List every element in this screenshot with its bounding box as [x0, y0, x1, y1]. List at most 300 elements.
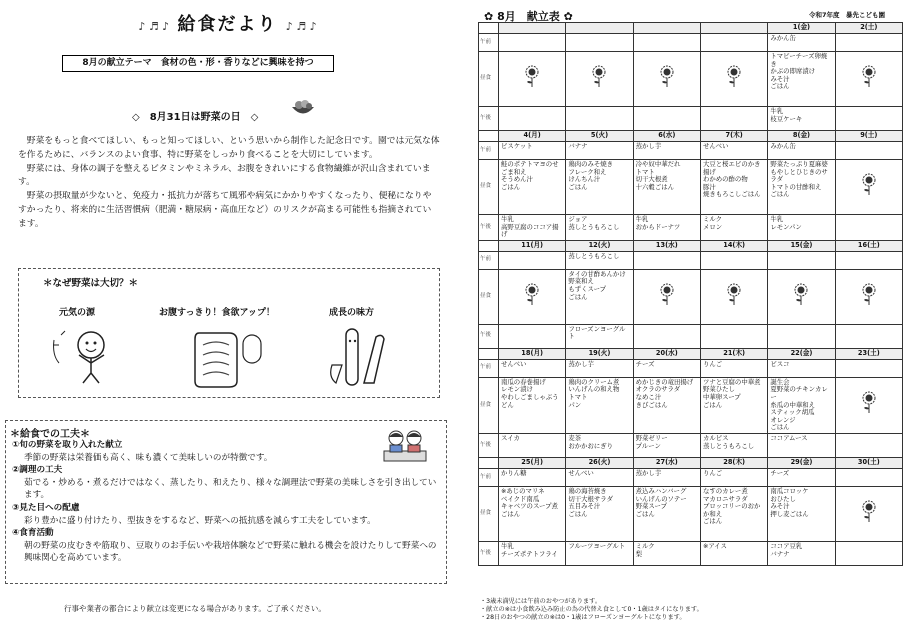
menu-item: なすのカレー煮: [702, 486, 748, 495]
menu-item: フルーツヨーグルト: [568, 541, 626, 550]
snack-cell: [499, 359, 566, 377]
snack-cell: [499, 34, 566, 52]
menu-item: いんげんの和え物: [568, 385, 620, 394]
snack-cell: [700, 359, 767, 377]
date-cell: 15(金): [768, 240, 835, 251]
menu-note: ・28日のおやつの献立の※は0・1歳はフローズンヨーグルトになります。: [480, 614, 686, 622]
menu-item: おからドーナツ: [635, 222, 681, 231]
date-cell: 23(土): [835, 348, 902, 359]
menu-item: ミルク: [635, 541, 655, 550]
date-cell: [700, 23, 767, 34]
idea-heading: ④食育活動: [12, 528, 54, 539]
lunch-cell: [768, 377, 835, 433]
menu-item: チーズポテトフライ: [501, 549, 558, 558]
meal-label: 午前: [479, 142, 499, 160]
menu-item: ジョア: [568, 215, 588, 223]
lunch-cell: [835, 160, 902, 215]
snack-cell: [700, 324, 767, 348]
menu-item: 鶏肉のみそ焼き: [568, 160, 614, 168]
date-cell: 8(金): [768, 131, 835, 142]
lunch-cell: [700, 377, 767, 433]
date-header-row: [479, 131, 903, 142]
lunch-cell: [633, 52, 700, 107]
date-cell: 1(金): [768, 23, 835, 34]
menu-item: 豚汁: [702, 182, 716, 191]
meal-row-am: [479, 251, 903, 269]
why-item-digestion: お腹すっきり！食欲アップ！: [159, 308, 275, 318]
meal-row-lu: [479, 52, 903, 107]
newsletter-title: 給食だより: [177, 14, 278, 35]
menu-item: なめこ汁: [635, 392, 662, 401]
menu-item: ココア豆乳: [770, 541, 803, 550]
meal-row-am: [479, 142, 903, 160]
lunch-cell: [700, 269, 767, 324]
menu-item: 鶏肉のクリーム煮: [568, 377, 620, 386]
menu-item: やわしごましゃぶうどん: [501, 392, 559, 409]
sunflower-icon: [727, 283, 741, 305]
menu-item: いんげんのソテー: [635, 494, 687, 503]
snack-cell: [499, 107, 566, 131]
date-cell: [499, 23, 566, 34]
meal-label: 午後: [479, 107, 499, 131]
snack-cell: [499, 142, 566, 160]
menu-item: ツナと豆腐の中華煮: [702, 377, 761, 386]
snack-cell: [700, 142, 767, 160]
snack-cell: [835, 34, 902, 52]
sunflower-icon: [660, 65, 674, 87]
date-cell: 30(土): [835, 457, 902, 468]
header-deco-right: ♪ ♬ ♪: [285, 20, 317, 33]
menu-item: スティック胡瓜: [770, 408, 815, 417]
menu-table: [478, 22, 903, 566]
date-cell: 27(水): [633, 457, 700, 468]
idea-heading: ②調理の工夫: [12, 465, 63, 476]
idea-detail: 茹でる・炒める・煮るだけではなく、蒸したり、和えたり、様々な調理法で野菜の美味しさを引き出しています。: [24, 477, 437, 501]
snack-cell: [499, 251, 566, 269]
menu-item: カルピス: [702, 433, 729, 442]
menu-item: かりん糖: [501, 468, 527, 477]
why-item-growth: 成長の味方: [329, 308, 375, 318]
menu-item: 誕生会: [770, 377, 790, 386]
menu-item: 切干大根煮: [635, 175, 668, 184]
snack-cell: [566, 34, 633, 52]
snack-cell: [835, 468, 902, 486]
menu-item: ごはん: [568, 292, 588, 301]
menu-item: みかん缶: [770, 34, 796, 42]
date-cell: 28(木): [700, 457, 767, 468]
menu-item: ビスケット: [501, 142, 533, 150]
menu-item: きびごはん: [635, 400, 668, 409]
snack-cell: [768, 215, 835, 241]
menu-subtitle: 令和7年度 暴先こども園: [808, 11, 885, 19]
sunflower-icon: [862, 283, 876, 305]
sunflower-icon: [794, 283, 808, 305]
menu-item: 南瓜コロッケ: [770, 486, 809, 495]
idea-heading: ①旬の野菜を取り入れた献立: [12, 440, 123, 450]
date-cell: 2(土): [835, 23, 902, 34]
menu-item: 牛乳: [770, 107, 784, 115]
menu-item: 蒸かし芋: [635, 142, 662, 150]
date-cell: 7(木): [700, 131, 767, 142]
menu-item: レモン漬け: [501, 385, 533, 394]
menu-item: ごはん: [770, 423, 790, 432]
snack-cell: [633, 324, 700, 348]
lunch-cell: [768, 160, 835, 215]
menu-note: ・献立の※は小食飲み込み防止の為の代替え食として0・1歳はタイになります。: [480, 606, 703, 614]
menu-item: りんご: [702, 359, 723, 368]
menu-item: レモンパン: [770, 222, 802, 231]
snack-cell: [566, 468, 633, 486]
menu-item: チーズ: [635, 359, 655, 368]
snack-cell: [835, 541, 902, 565]
meal-row-pm: [479, 324, 903, 348]
lunch-cell: [499, 377, 566, 433]
menu-item: トマピーチーズ卵焼き: [770, 52, 828, 68]
date-cell: 19(火): [566, 348, 633, 359]
snack-cell: [633, 107, 700, 131]
date-cell: 22(金): [768, 348, 835, 359]
lunch-cell: [835, 486, 902, 541]
date-cell: [633, 23, 700, 34]
date-cell: 6(水): [633, 131, 700, 142]
why-item-energy: 元気の源: [59, 308, 96, 318]
menu-item: 枝豆ケーキ: [770, 114, 803, 123]
date-cell: 29(金): [768, 457, 835, 468]
menu-item: ※あじのマリネ: [501, 486, 545, 495]
date-cell: 25(月): [499, 457, 566, 468]
date-cell: 20(水): [633, 348, 700, 359]
menu-item: ビスコ: [770, 359, 790, 368]
menu-item: 高野豆腐のココア揚げ: [501, 222, 559, 239]
snack-cell: [566, 251, 633, 269]
meal-label: 昼食: [479, 486, 499, 541]
snack-cell: [768, 433, 835, 457]
snack-cell: [566, 215, 633, 241]
menu-item: ごはん: [568, 182, 588, 191]
salad-bowl-icon: [290, 98, 316, 118]
menu-page: [470, 0, 903, 627]
menu-item: ごま和え: [501, 167, 527, 176]
snack-cell: [499, 468, 566, 486]
date-cell: 16(土): [835, 240, 902, 251]
menu-item: 中華卵スープ: [702, 392, 741, 401]
lunch-cell: [499, 269, 566, 324]
date-cell: [566, 23, 633, 34]
meal-label: 昼食: [479, 52, 499, 107]
snack-cell: [768, 359, 835, 377]
menu-item: 押し麦ごはん: [770, 509, 809, 518]
growing-vegetables-icon: [324, 325, 404, 389]
menu-item: バナナ: [770, 549, 790, 558]
snack-cell: [835, 433, 902, 457]
menu-item: マカロニサラダ: [702, 494, 748, 503]
lunch-cell: [768, 52, 835, 107]
lunch-cell: [566, 377, 633, 433]
menu-note: ・3歳未満児には午前のおやつがあります。: [480, 598, 602, 605]
menu-item: 蒸しとうもろこし: [568, 222, 620, 231]
menu-item: 冷や奴中華だれ: [635, 160, 681, 168]
snack-cell: [835, 142, 902, 160]
lunch-cell: [633, 377, 700, 433]
meal-label: 昼食: [479, 269, 499, 324]
menu-item: スイカ: [501, 433, 520, 442]
menu-item: みそ汁: [770, 502, 790, 511]
menu-item: ごはん: [635, 509, 655, 518]
lunch-cell: [835, 269, 902, 324]
meal-label: [479, 240, 499, 251]
snack-cell: [633, 215, 700, 241]
meal-label: 午前: [479, 34, 499, 52]
lunch-cell: [499, 160, 566, 215]
menu-item: せんべい: [501, 359, 527, 368]
lunch-cell: [566, 486, 633, 541]
menu-item: 焼きもろこしごはん: [702, 190, 761, 199]
menu-item: オクラのサラダ: [635, 385, 681, 394]
snack-cell: [768, 107, 835, 131]
menu-item: 南瓜の春巻揚げ: [501, 377, 546, 386]
menu-item: わかめの酢の物: [702, 175, 748, 184]
sunflower-icon: [862, 65, 876, 87]
lunch-cell: [700, 160, 767, 215]
menu-item: 麦茶: [568, 433, 582, 442]
meal-label: [479, 348, 499, 359]
snack-cell: [499, 433, 566, 457]
menu-item: せんべい: [568, 468, 594, 477]
meal-row-am: [479, 468, 903, 486]
date-cell: 13(水): [633, 240, 700, 251]
menu-item: ごはん: [702, 517, 723, 526]
menu-item: ごはん: [568, 509, 588, 518]
intro-text: [18, 135, 440, 232]
snack-cell: [768, 34, 835, 52]
snack-cell: [499, 215, 566, 241]
sunflower-icon: [862, 173, 876, 195]
snack-cell: [700, 215, 767, 241]
menu-item: 十六穀ごはん: [635, 182, 674, 191]
meal-label: 昼食: [479, 160, 499, 215]
school-lunch-ideas-title: ＊給食での工夫＊: [10, 429, 90, 440]
meal-row-pm: [479, 215, 903, 241]
date-cell: 11(月): [499, 240, 566, 251]
snack-cell: [700, 468, 767, 486]
meal-row-pm: [479, 433, 903, 457]
lunch-cell: [499, 486, 566, 541]
sunflower-icon: [592, 65, 606, 87]
snack-cell: [633, 433, 700, 457]
menu-item: トマト: [635, 167, 655, 176]
why-vegetables-title: ＊なぜ野菜は大切？＊: [43, 278, 139, 289]
snack-cell: [768, 142, 835, 160]
date-header-row: [479, 457, 903, 468]
meal-label: 午後: [479, 215, 499, 241]
menu-item: もずくスープ: [568, 284, 607, 293]
monthly-theme: 8月の献立テーマ 食材の色・形・香りなどに興味を持つ: [62, 55, 334, 72]
idea-detail: 朝の野菜の皮むきや筋取り、豆取りのお手伝いや栽培体験などで野菜に触れる機会を設けたりして野菜への興味関心を高めています。: [24, 540, 437, 564]
menu-item: かぶの即席漬け: [770, 67, 816, 76]
menu-item: 蒸しとうもろこし: [702, 441, 755, 450]
lunch-cell: [633, 269, 700, 324]
menu-item: ミルク: [702, 215, 723, 223]
menu-item: もやしとひじきのサラダ: [770, 167, 828, 184]
menu-item: 野菜ゼリー: [635, 433, 668, 442]
snack-cell: [633, 142, 700, 160]
menu-item: オレンジ: [770, 415, 796, 424]
menu-item: おひたし: [770, 494, 796, 503]
lunch-cell: [835, 377, 902, 433]
date-cell: 14(木): [700, 240, 767, 251]
snack-cell: [566, 324, 633, 348]
meal-label: 昼食: [479, 377, 499, 433]
menu-item: 野菜たっぷり夏麻婆: [770, 160, 828, 168]
menu-item: フローズンヨーグルト: [568, 324, 626, 341]
snack-cell: [835, 107, 902, 131]
snack-cell: [633, 541, 700, 565]
date-cell: 21(木): [700, 348, 767, 359]
menu-item: バナナ: [568, 142, 588, 150]
snack-cell: [700, 541, 767, 565]
sunflower-icon: [727, 65, 741, 87]
menu-item: トマト: [568, 392, 588, 401]
menu-item: タイの甘酢あんかけ: [568, 269, 626, 278]
lunch-cell: [835, 52, 902, 107]
intro-paragraph: 野菜をもっと食べてほしい、もっと知ってほしい、という思いから制作した記念日です。園では元気な体を作るために、バランスのよい食事、特に野菜をしっかり食べることを大切にしています。: [18, 136, 440, 160]
menu-item: メロン: [702, 222, 723, 231]
meal-label: [479, 131, 499, 142]
snack-cell: [499, 541, 566, 565]
sunflower-icon: [525, 283, 539, 305]
menu-item: 野菜和え: [568, 277, 594, 286]
menu-item: プルーン: [635, 441, 661, 450]
idea-heading: ③見た目への配慮: [12, 502, 80, 513]
menu-item: 大豆と桜エビのかき揚げ: [702, 160, 761, 176]
meal-row-lu: [479, 269, 903, 324]
lunch-cell: [700, 486, 767, 541]
lunch-cell: [768, 269, 835, 324]
menu-item: 夏野菜のチキンカレー: [770, 385, 828, 401]
date-cell: 5(火): [566, 131, 633, 142]
snack-cell: [566, 359, 633, 377]
date-header-row: [479, 348, 903, 359]
date-cell: 12(火): [566, 240, 633, 251]
meal-label: 午前: [479, 251, 499, 269]
menu-item: 鶏の海苔焼き: [568, 486, 607, 495]
snack-cell: [835, 251, 902, 269]
menu-item: 牛乳: [501, 215, 514, 223]
intro-paragraph: 野菜には、身体の調子を整えるビタミンやミネラル、お腹をきれいにする食物繊維が沢山含まれています。: [18, 163, 431, 188]
lunch-cell: [566, 269, 633, 324]
menu-item: ココアムース: [770, 433, 808, 442]
lunch-cell: [700, 52, 767, 107]
menu-item: トマトの甘酢和え: [770, 182, 822, 191]
meal-row-lu: [479, 486, 903, 541]
sunflower-icon: [660, 283, 674, 305]
date-header-row: [479, 240, 903, 251]
lunch-cell: [633, 486, 700, 541]
lunch-cell: [499, 52, 566, 107]
menu-item: ごはん: [770, 82, 790, 91]
snack-cell: [700, 433, 767, 457]
menu-item: ごはん: [501, 182, 521, 191]
menu-item: ごはん: [702, 400, 723, 409]
menu-item: みかん缶: [770, 142, 796, 150]
meal-label: 午後: [479, 433, 499, 457]
meal-label: 午後: [479, 324, 499, 348]
snack-cell: [700, 107, 767, 131]
snack-cell: [768, 324, 835, 348]
menu-item: ごはん: [770, 190, 790, 199]
sunflower-icon: [862, 391, 876, 413]
menu-notes: [480, 598, 703, 623]
menu-item: 五目みそ汁: [568, 502, 601, 511]
menu-item: 切干大根サラダ: [568, 494, 613, 503]
snack-cell: [835, 359, 902, 377]
date-cell: 4(月): [499, 131, 566, 142]
snack-cell: [700, 34, 767, 52]
meal-row-am: [479, 34, 903, 52]
menu-title-text: 8月 献立表: [497, 10, 560, 23]
menu-item: 煮込みハンバーグ: [635, 486, 687, 495]
sunflower-icon: [862, 500, 876, 522]
vegetable-day-heading: ◇ 8月31日は野菜の日 ◇: [132, 112, 259, 123]
menu-item: 牛乳: [770, 215, 784, 223]
snack-cell: [633, 251, 700, 269]
meal-row-pm: [479, 107, 903, 131]
menu-item: 糸瓜の中華和え: [770, 400, 816, 409]
snack-cell: [768, 541, 835, 565]
date-cell: 9(土): [835, 131, 902, 142]
menu-item: めかじきの竜田揚げ: [635, 377, 694, 386]
energetic-child-icon: [49, 325, 119, 385]
menu-item: りんご: [702, 468, 723, 477]
lunch-cell: [768, 486, 835, 541]
menu-item: フレーク和え: [568, 167, 607, 176]
menu-item: けんちん汁: [568, 175, 601, 184]
menu-item: 牛乳: [501, 541, 514, 550]
snack-cell: [566, 433, 633, 457]
menu-item: ベイクド南瓜: [501, 494, 540, 503]
intestine-icon: [189, 325, 269, 389]
menu-item: せんべい: [702, 142, 729, 150]
menu-item: 野菜ひたし: [702, 385, 735, 394]
meal-label: [479, 23, 499, 34]
meal-row-pm: [479, 541, 903, 565]
snack-cell: [633, 34, 700, 52]
snack-cell: [768, 251, 835, 269]
menu-item: 野菜スープ: [635, 502, 667, 511]
idea-detail: 彩り豊かに盛り付けたり、型抜きをするなど、野菜への抵抗感を減らす工夫をしています。: [24, 515, 376, 526]
menu-item: そうめん汁: [501, 175, 533, 184]
snack-cell: [633, 359, 700, 377]
sunflower-icon: [525, 65, 539, 87]
menu-item: おかかおにぎり: [568, 441, 614, 450]
flower-icon: ✿: [484, 10, 494, 23]
menu-item: 鮭のポテトマヨのせ: [501, 160, 559, 168]
menu-item: ごはん: [501, 509, 521, 518]
menu-item: キャベツのスープ煮: [501, 502, 558, 511]
menu-item: 蒸かし芋: [568, 359, 594, 368]
school-lunch-ideas-box: [5, 420, 447, 584]
meal-label: 午前: [479, 468, 499, 486]
school-lunch-ideas-list: [12, 439, 444, 565]
snack-cell: [499, 324, 566, 348]
meal-label: 午後: [479, 541, 499, 565]
snack-cell: [835, 215, 902, 241]
intro-paragraph: 野菜の摂取量が少ないと、免疫力・抵抗力が落ちて風邪や病気にかかりやすくなったり、便秘になりやすかったり、将来的に生活習慣病（肥満・糖尿病・高血圧など）のリスクが高まる可能性も指摘されています。: [18, 191, 432, 229]
change-notice: 行事や業者の都合により献立は変更になる場合があります。ご了承ください。: [64, 604, 326, 613]
lunch-cell: [633, 160, 700, 215]
menu-item: 蒸しとうもろこし: [568, 251, 620, 260]
snack-cell: [566, 142, 633, 160]
